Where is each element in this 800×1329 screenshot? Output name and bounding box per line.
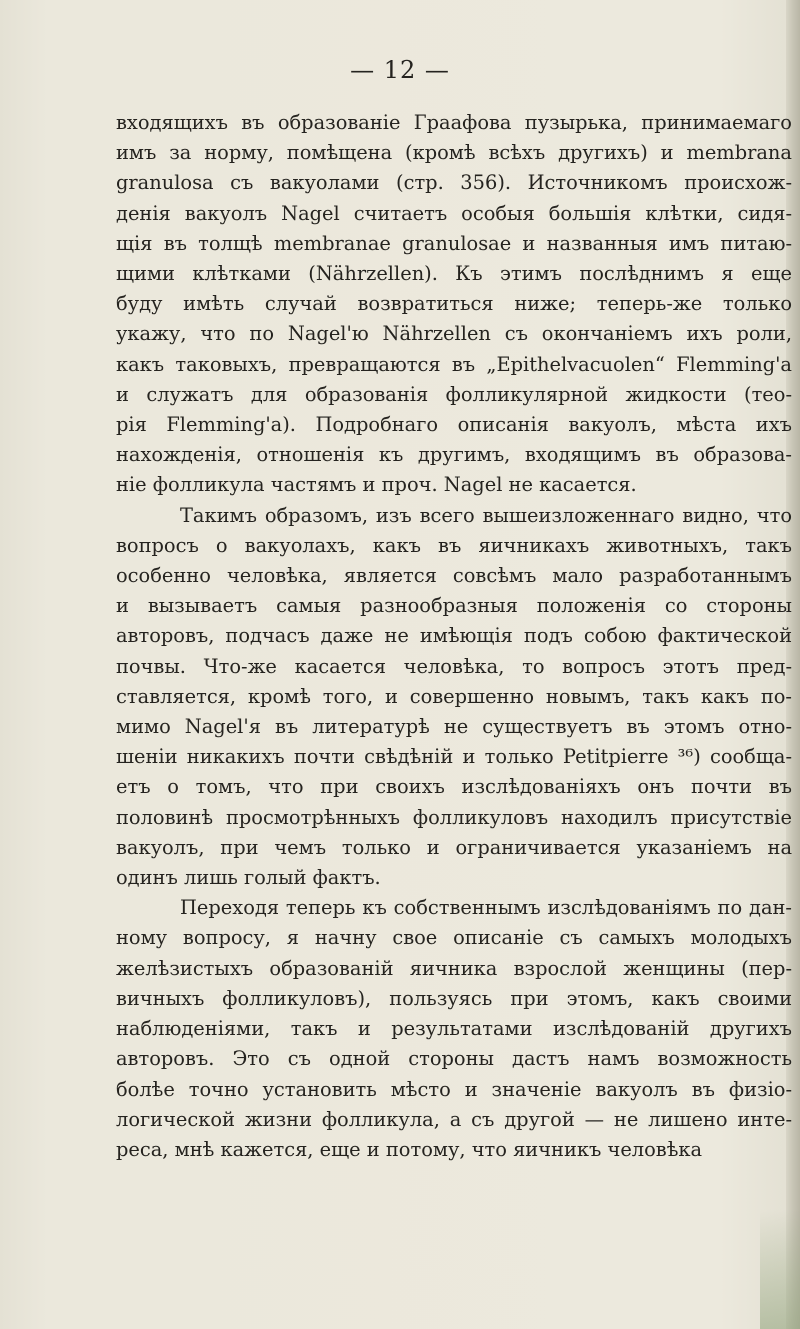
text-line: етъ о томъ, что при своихъ изслѣдованіяхъ онъ почти въ xyxy=(116,775,792,799)
text-line: granulosa съ вакуолами (стр. 356). Источникомъ происхож- xyxy=(116,171,792,195)
paragraph-1 xyxy=(116,108,792,501)
paragraph-2 xyxy=(116,501,792,894)
body-text xyxy=(116,108,792,1165)
page-number: — 12 — xyxy=(350,56,450,84)
text-line: денія вакуолъ Nagel считаетъ особыя большія клѣтки, сидя- xyxy=(116,201,792,225)
text-line: щія въ толщѣ membranae granulosae и названныя имъ питаю- xyxy=(116,231,792,255)
page-corner-shadow xyxy=(760,1209,800,1329)
text-line: и вызываетъ самыя разнообразныя положенія со стороны xyxy=(116,594,792,618)
text-line: имъ за норму, помѣщена (кромѣ всѣхъ другихъ) и membrana xyxy=(116,141,792,165)
text-line: нахожденія, отношенія къ другимъ, входящимъ въ образова- xyxy=(116,443,792,467)
text-line: реса, мнѣ кажется, еще и потому, что яичникъ человѣка xyxy=(116,1137,703,1161)
text-line: логической жизни фолликула, а съ другой — не лишено инте- xyxy=(116,1107,792,1131)
text-line: авторовъ. Это съ одной стороны дастъ намъ возможность xyxy=(116,1047,792,1071)
text-line: рія Flemming'a). Подробнаго описанія вакуолъ, мѣста ихъ xyxy=(116,413,792,437)
text-line: вичныхъ фолликуловъ), пользуясь при этомъ, какъ своими xyxy=(116,986,792,1010)
text-line: шеніи никакихъ почти свѣдѣній и только Petitpierre ³⁶) сообща- xyxy=(116,745,792,769)
text-line: почвы. Что-же касается человѣка, то вопросъ этотъ пред- xyxy=(116,654,792,678)
text-line: ному вопросу, я начну свое описаніе съ самыхъ молодыхъ xyxy=(116,926,792,950)
text-line: половинѣ просмотрѣнныхъ фолликуловъ находилъ присутствіе xyxy=(116,805,792,829)
text-line: входящихъ въ образованіе Граафова пузырька, принимаемаго xyxy=(116,111,792,134)
text-line: щими клѣтками (Nährzellen). Къ этимъ послѣднимъ я еще xyxy=(116,262,792,286)
text-line: болѣе точно установить мѣсто и значеніе вакуолъ въ физіо- xyxy=(116,1077,792,1101)
text-line: ніе фолликула частямъ и проч. Nagel не касается. xyxy=(116,473,637,497)
text-line: и служатъ для образованія фолликулярной жидкости (тео- xyxy=(116,382,792,406)
text-line: одинъ лишь голый фактъ. xyxy=(116,866,381,890)
text-line: вопросъ о вакуолахъ, какъ въ яичникахъ животныхъ, такъ xyxy=(116,533,792,557)
text-line: наблюденіями, такъ и результатами изслѣдованій другихъ xyxy=(116,1017,792,1041)
text-line: буду имѣть случай возвратиться ниже; теперь-же только xyxy=(116,292,792,316)
text-line: Переходя теперь къ собственнымъ изслѣдованіямъ по дан- xyxy=(180,896,792,920)
paragraph-3 xyxy=(116,893,792,1165)
text-line: Такимъ образомъ, изъ всего вышеизложеннаго видно, что xyxy=(180,503,792,527)
text-line: укажу, что по Nagel'ю Nährzellen съ окончаніемъ ихъ роли, xyxy=(116,322,792,346)
text-line: какъ таковыхъ, превращаются въ „Epithelvacuolen“ Flemming'a xyxy=(116,352,792,376)
text-line: желѣзистыхъ образованій яичника взрослой женщины (пер- xyxy=(116,956,792,980)
text-line: мимо Nagel'я въ литературѣ не существуетъ въ этомъ отно- xyxy=(116,715,792,739)
text-line: вакуолъ, при чемъ только и ограничивается указаніемъ на xyxy=(116,835,792,859)
text-line: ставляется, кромѣ того, и совершенно новымъ, такъ какъ по- xyxy=(116,684,792,708)
text-line: особенно человѣка, является совсѣмъ мало разработаннымъ xyxy=(116,564,792,588)
text-line: авторовъ, подчасъ даже не имѣющія подъ собою фактической xyxy=(116,624,792,648)
